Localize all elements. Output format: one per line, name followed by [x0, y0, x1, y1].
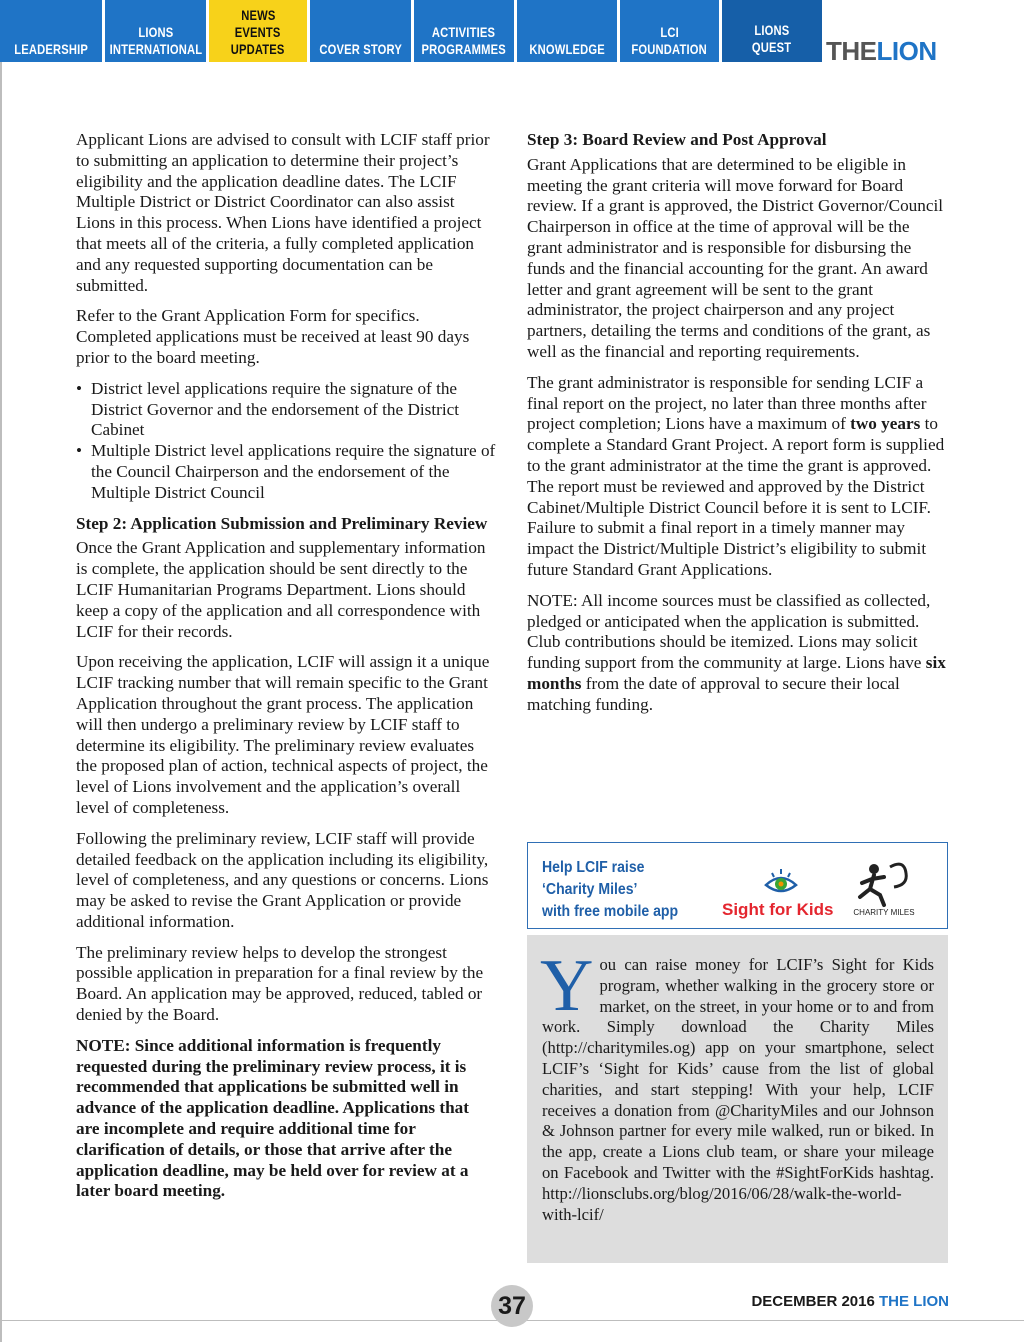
tab-lci-foundation[interactable] [620, 0, 719, 62]
list-item: • Multiple District level applications require the signature of the Council Chairperson and the endorsement of the Multiple District Council [76, 441, 496, 503]
brand-the: THE [826, 36, 877, 66]
sidebar-box-body [527, 935, 948, 1263]
tab-lions-quest[interactable] [722, 0, 822, 62]
requirements-list [76, 379, 496, 504]
issue-date: DECEMBER 2016 [751, 1293, 875, 1310]
title-line: with free mobile app [542, 903, 679, 920]
cm-logo-text: CHARITY MILES [853, 908, 915, 917]
list-item: • District level applications require the signature of the District Governor and the endorsement of the District Cabinet [76, 379, 496, 441]
paragraph: Upon receiving the application, LCIF will assign it a unique LCIF tracking number that will remain specific to the Grant Application throughout the grant process. The application will then undergo a preliminary review by LCIF staff to determine its eligibility. The preliminary review evaluates the proposed plan of action, technical aspects of project, the level of Lions involvement and the application’s overall level of completeness. [76, 652, 490, 817]
charity-miles-logo [850, 857, 918, 917]
tab-activities-programmes[interactable] [414, 0, 514, 62]
tab-knowledge[interactable] [517, 0, 617, 62]
right-column [527, 130, 947, 726]
emphasis: two years [850, 414, 921, 434]
sidebar-box-text: ou can raise money for LCIF’s Sight for Kids program, whether walking in the grocery store or market, on the street, in your home or to and from work. Simply download the Charity Miles (http://charitymiles.og) app on your smartphone, select LCIF’s ‘Sight for Kids’ cause from the list of global charities, and start stepping! With your help, LCIF receives a donation from @CharityMiles and our Johnson & Johnson partner for every mile walked, run or biked. In the app, create a Lions club team, or share your mileage on Facebook and Twitter with the #SightForKids hashtag. http://lionsclubs.org/blog/2016/06/28/walk-the-world-with-lcif/ [542, 955, 934, 1224]
text-run: to complete a Standard Grant Project. A report form is supplied to the grant administrator at the time the grant is approved. The report must be reviewed and approved by the District Cabinet/Multiple District Council before it is sent to LCIF. Failure to submit a final report in a timely manner may impact the District/Multiple District’s eligibility to submit future Standard Grant Applications. [527, 414, 945, 579]
paragraph: Grant Applications that are determined to be eligible in meeting the grant criteria will move forward for Board review. If a grant is approved, the District Governor/Council Chairperson in office at the time of approval will be the grant administrator and is responsible for disbursing the funds and the financial accounting for the grant. An award letter and grant agreement will be sent to the grant administrator, the project chairperson and any project partners, detailing the terms and conditions of the grant, as well as the financial and reporting requirements. [527, 154, 944, 361]
paragraph [527, 591, 947, 716]
page-border [0, 62, 2, 1342]
tab-label: NEWS [240, 7, 276, 23]
sidebar-box-title [542, 857, 697, 923]
tab-label: UPDATES [231, 41, 285, 57]
paragraph: Once the Grant Application and supplementary information is complete, the application should be sent directly to the LCIF Humanitarian Programs Department. Lions should keep a copy of the application and all correspondence with LCIF for their records. [76, 538, 486, 641]
note-paragraph: NOTE: Since additional information is frequently requested during the preliminary review process, it is recommended that applications be submitted well in advance of the application deadline. Applications that are incomplete and require additional time for clarification of details, or those that arrive after the application deadline, may be held over for review at a later board meeting. [76, 1035, 469, 1201]
footer-magazine: THE LION [879, 1293, 949, 1310]
paragraph: Refer to the Grant Application Form for specifics. Completed applications must be received at least 90 days prior to the board meeting. [76, 306, 470, 367]
step3-heading: Step 3: Board Review and Post Approval [527, 130, 827, 149]
top-navigation [0, 0, 1024, 66]
tab-leadership[interactable] [0, 0, 102, 62]
text-run: from the date of approval to secure their local matching funding. [527, 673, 900, 714]
text-run: NOTE: All income sources must be classified as collected, pledged or anticipated when the application is submitted. Club contributions should be itemized. Lions may solicit funding support from the community at large. Lions have [527, 590, 931, 673]
paragraph [527, 373, 947, 581]
tab-label: LEADERSHIP [14, 41, 88, 57]
tab-label: LIONS [754, 22, 790, 38]
tab-label: PROGRAMMES [421, 41, 507, 57]
magazine-logo [826, 36, 937, 67]
tab-label: LIONS [137, 24, 174, 40]
emphasis: six months [527, 653, 946, 693]
tab-label: LCI [660, 24, 679, 40]
tab-label: FOUNDATION [631, 41, 708, 57]
drop-cap: Y [540, 945, 594, 1027]
sfk-logo-text: Sight for Kids [722, 900, 834, 919]
tab-label: COVER STORY [319, 41, 402, 57]
tab-lions-international[interactable] [105, 0, 206, 62]
tab-label: QUEST [752, 39, 792, 55]
text-run: The grant administrator is responsible for sending LCIF a final report on the project, no later than three months after project completion; Lions have a maximum of [527, 372, 927, 434]
paragraph: The preliminary review helps to develop the strongest possible application in preparation for a final review by the Board. An application may be approved, reduced, tabled or denied by the Board. [76, 942, 484, 1025]
tab-news-events-updates[interactable] [209, 0, 307, 62]
footer-issue [751, 1293, 949, 1310]
title-line: Help LCIF raise [542, 859, 645, 876]
sidebar-box-header [527, 842, 948, 929]
tab-label: EVENTS [235, 24, 281, 40]
tab-label: KNOWLEDGE [529, 41, 605, 57]
tab-cover-story[interactable] [310, 0, 411, 62]
paragraph: Applicant Lions are advised to consult with LCIF staff prior to submitting an application to determine their project’s eligibility and the application deadline dates. The LCIF Multiple District or District Coordinator can also assist Lions in this process. When Lions have identified a project that meets all of the criteria, a fully completed application and any requested supporting documentation can be submitted. [76, 130, 490, 295]
paragraph: Following the preliminary review, LCIF staff will provide detailed feedback on the application including its eligibility, level of completeness, and any questions or concerns. Lions may be asked to revise the Grant Application or provide additional information. [76, 828, 489, 931]
tab-label: INTERNATIONAL [109, 41, 202, 57]
sight-for-kids-logo [722, 863, 840, 919]
page-number: 37 [491, 1285, 533, 1327]
left-column [76, 130, 496, 1212]
title-line: ‘Charity Miles’ [542, 881, 638, 898]
step2-heading: Step 2: Application Submission and Preliminary Review [76, 513, 488, 533]
tab-label: ACTIVITIES [432, 24, 496, 40]
brand-lion: LION [876, 36, 937, 66]
